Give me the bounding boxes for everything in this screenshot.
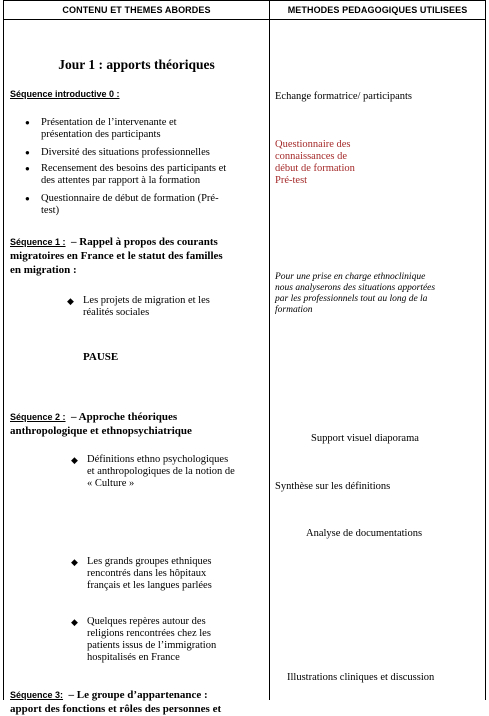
seq3-heading: Séquence 3: – Le groupe d’appartenance : apport des fonctions et rôles des personnes et	[10, 689, 222, 715]
program-table	[3, 0, 486, 715]
seq2-heading: Séquence 2 : – Approche théoriques anthropologique et ethnopsychiatrique	[10, 411, 192, 437]
seq2-item-2: ◆ Les grands groupes ethniques rencontrés dans les hôpitaux français et les langues parlées	[71, 556, 212, 591]
seq1-label: Séquence 1 :	[10, 237, 66, 247]
ethnoclinique-note: Pour une prise en charge ethnoclinique nous analyserons des situations apportées par les professionnels tout au long de la formation	[275, 272, 436, 315]
bullet-icon: ●	[25, 194, 30, 203]
seq0-label: Séquence introductive 0 :	[10, 89, 120, 99]
bullet-icon: ●	[25, 164, 30, 173]
pause-label: PAUSE	[83, 351, 119, 363]
seq0-item-2: ● Diversité des situations professionnelles	[25, 147, 210, 158]
seq0-item-3: ● Recensement des besoins des participants et des attentes par rapport à la formation	[25, 163, 227, 186]
seq3-label: Séquence 3:	[10, 690, 64, 700]
synthese-text: Synthèse sur les définitions	[275, 481, 391, 492]
analyse-text: Analyse de documentations	[306, 528, 423, 539]
diamond-bullet-icon: ◆	[71, 617, 78, 627]
echange-text: Echange formatrice/ participants	[275, 91, 413, 102]
diamond-bullet-icon: ◆	[67, 296, 74, 306]
seq1-item: ◆ Les projets de migration et les réalités sociales	[67, 295, 210, 318]
document-page	[3, 0, 485, 715]
right-column	[270, 20, 486, 701]
left-column	[4, 20, 270, 715]
day-title: Jour 1 : apports théoriques	[58, 57, 215, 72]
header-pedagogical-methods: METHODES PEDAGOGIQUES UTILISEES	[270, 1, 486, 20]
seq0-item-1: ● Présentation de l’intervenante et présentation des participants	[25, 117, 177, 140]
illustrations-text: Illustrations cliniques et discussion	[287, 672, 435, 683]
seq2-label: Séquence 2 :	[10, 412, 66, 422]
header-content-themes: CONTENU ET THEMES ABORDES	[4, 1, 270, 20]
seq1-heading: Séquence 1 : – Rappel à propos des courants migratoires en France et le statut des familles en migration :	[10, 236, 223, 276]
seq2-item-1: ◆ Définitions ethno psychologiques et anthropologiques de la notion de « Culture »	[71, 454, 235, 489]
seq0-item-4: ● Questionnaire de début de formation (Pré- test)	[25, 193, 219, 216]
support-text: Support visuel diaporama	[311, 433, 419, 444]
diamond-bullet-icon: ◆	[71, 455, 78, 465]
bullet-icon: ●	[25, 118, 30, 127]
bullet-icon: ●	[25, 148, 30, 157]
seq2-item-3: ◆ Quelques repères autour des religions rencontrées chez les patients issus de l’immigration hospitalisés en France	[71, 616, 217, 663]
questionnaire-text: Questionnaire des connaissances de début de formation Pré-test	[275, 139, 355, 186]
table-header-row	[4, 1, 486, 20]
diamond-bullet-icon: ◆	[71, 557, 78, 567]
